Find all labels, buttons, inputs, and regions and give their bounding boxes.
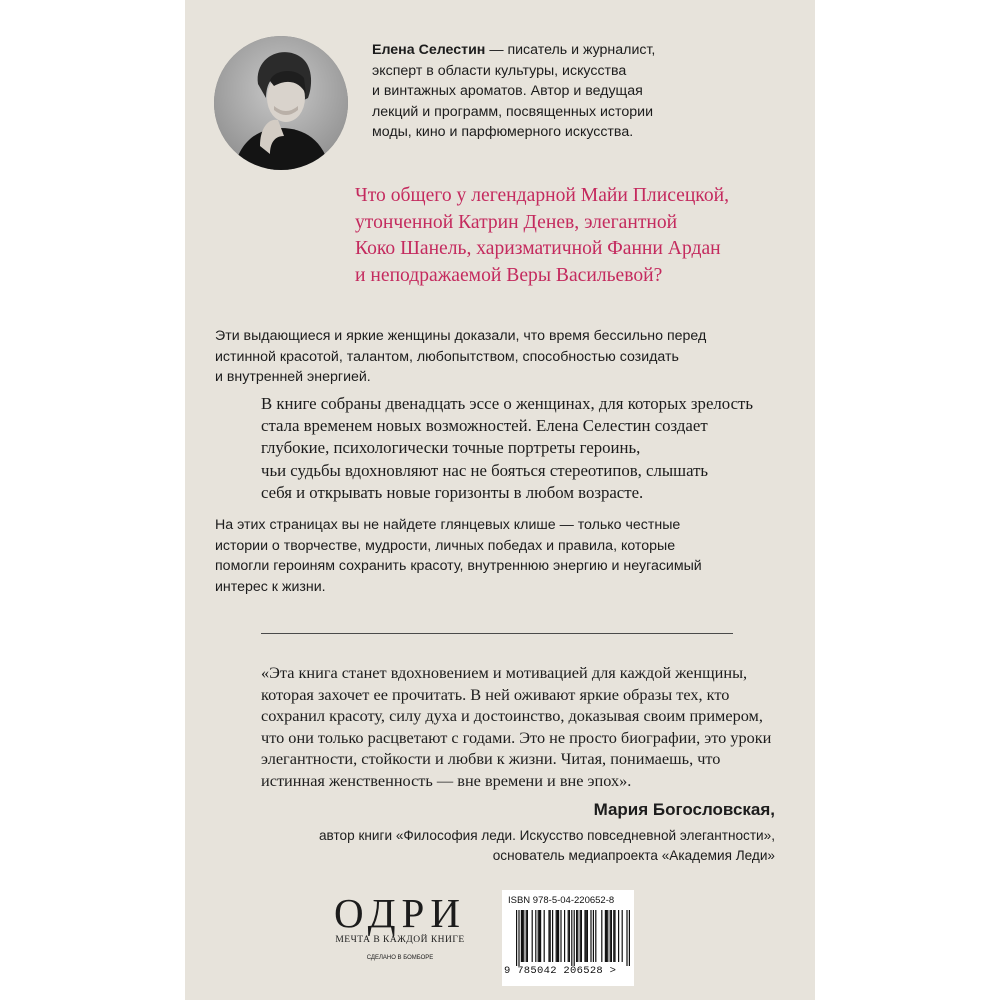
isbn-barcode-block — [502, 890, 634, 986]
question-line: Что общего у легендарной Майи Плисецкой, — [355, 185, 730, 206]
review-quote — [261, 662, 801, 792]
barcode-bar — [606, 910, 607, 962]
barcode-bar — [576, 910, 577, 962]
barcode-bar — [535, 910, 536, 962]
quote-line: сохранил красоту, силу духа и достоинство, доказывая своим примером, — [261, 706, 763, 726]
barcode-bar — [584, 910, 585, 962]
barcode-bar — [601, 910, 602, 962]
question-line: и неподражаемой Веры Васильевой? — [355, 264, 663, 286]
quote-line: элегантности, стойкости и любви к жизни. Читая, понимаешь, что — [261, 749, 721, 769]
barcode-bar — [522, 910, 523, 962]
intro-paragraph — [215, 326, 785, 388]
barcode-bar — [523, 910, 524, 962]
barcode-bar — [550, 910, 551, 962]
quote-author-credit: автор книги «Философия леди. Искусство повседневной элегантности», — [318, 828, 775, 843]
barcode-bar — [569, 910, 570, 962]
barcode-bar — [626, 910, 627, 966]
barcode-bar — [586, 910, 587, 962]
barcode-bar — [629, 910, 630, 966]
paragraph-line: истинной красотой, талантом, любопытством, способностью созидать — [215, 348, 679, 365]
barcode-bar — [614, 910, 615, 962]
barcode-bar — [587, 910, 588, 962]
barcode-bar — [544, 910, 545, 962]
paragraph-line: В книге собраны двенадцать эссе о женщинах, для которых зрелость — [261, 394, 754, 413]
barcode-bar — [526, 910, 527, 962]
author-bio-line: — писатель и журналист, — [485, 42, 656, 58]
barcode-bar — [538, 910, 539, 962]
barcode-bar — [574, 910, 575, 966]
description-paragraph — [261, 393, 801, 504]
barcode-bar — [552, 910, 553, 962]
barcode-bar — [540, 910, 541, 962]
quote-author-credit: основатель медиапроекта «Академия Леди» — [492, 848, 775, 863]
author-name: Елена Селестин — [372, 42, 486, 58]
barcode-bar — [556, 910, 557, 962]
barcode-bar — [610, 910, 611, 962]
barcode-icon — [506, 910, 630, 966]
barcode-bar — [532, 910, 533, 962]
book-back-cover — [185, 0, 815, 1000]
author-bio-line: лекций и программ, посвященных истории — [372, 103, 653, 120]
barcode-bar — [539, 910, 540, 962]
barcode-bar — [521, 910, 522, 962]
barcode-bar — [622, 910, 623, 962]
barcode-bar — [607, 910, 608, 962]
quote-line: «Эта книга станет вдохновением и мотивацией для каждой женщины, — [261, 663, 748, 682]
paragraph-line: стала временем новых возможностей. Елена Селестин создает — [261, 416, 708, 436]
paragraph-line: помогли героиням сохранить красоту, внутреннюю энергию и неугасимый — [215, 558, 702, 574]
barcode-bar — [590, 910, 591, 962]
author-bio-line: моды, кино и парфюмерного искусства. — [372, 124, 634, 140]
section-divider — [261, 633, 733, 634]
paragraph-line: чьи судьбы вдохновляют нас не бояться стереотипов, слышать — [261, 460, 709, 480]
paragraph-line: глубокие, психологически точные портреты героинь, — [261, 438, 641, 458]
barcode-bar — [568, 910, 569, 962]
paragraph-line: На этих страницах вы не найдете глянцевых клише — только честные — [215, 517, 681, 533]
barcode-digits: 9 785042 206528 > — [504, 965, 617, 977]
barcode-bar — [595, 910, 596, 962]
quote-line: что они только расцветают с годами. Это не просто биографии, это уроки — [261, 727, 772, 747]
author-photo — [214, 36, 348, 170]
question-line: Коко Шанель, харизматичной Фанни Ардан — [355, 238, 721, 259]
publisher-logo-text: ОДРИ — [334, 890, 466, 936]
barcode-bar — [611, 910, 612, 962]
barcode-bar — [557, 910, 558, 962]
paragraph-line: себя и открывать новые горизонты в любом возрасте. — [261, 482, 644, 502]
barcode-bar — [560, 910, 561, 962]
publisher-logo — [325, 890, 475, 961]
barcode-bar — [593, 910, 594, 962]
barcode-bar — [558, 910, 559, 962]
author-portrait-image — [214, 36, 348, 170]
quote-line: которая захочет ее прочитать. В ней оживают яркие образы тех, кто — [261, 684, 730, 704]
paragraph-line: интерес к жизни. — [215, 578, 326, 595]
barcode-bar — [613, 910, 614, 962]
publisher-tagline: МЕЧТА В КАЖДОЙ КНИГЕ — [335, 935, 465, 945]
barcode-bar — [580, 910, 581, 962]
barcode-bar — [518, 910, 519, 966]
isbn-label: ISBN 978-5-04-220652-8 — [508, 895, 615, 906]
barcode-bar — [618, 910, 619, 962]
barcode-bar — [581, 910, 582, 962]
author-bio-line: и винтажных ароматов. Автор и ведущая — [372, 83, 643, 99]
barcode-bar — [605, 910, 606, 962]
quote-author-name: Мария Богословская, — [593, 800, 775, 819]
quote-line: истинная женственность — вне времени и вне эпох». — [261, 770, 632, 790]
paragraph-line: истории о творчестве, мудрости, личных победах и правила, которые — [215, 537, 676, 554]
author-bio — [372, 40, 802, 143]
paragraph-line: и внутренней энергией. — [215, 369, 371, 385]
barcode-bar — [527, 910, 528, 962]
barcode-bar — [516, 910, 517, 966]
barcode-bar — [577, 910, 578, 962]
author-bio-line: эксперт в области культуры, искусства — [372, 62, 627, 79]
headline-question — [355, 183, 805, 289]
question-line: утонченной Катрин Денев, элегантной — [355, 211, 678, 233]
barcode-bar — [571, 910, 572, 966]
publisher-subline: СДЕЛАНО В БОМБОРЕ — [366, 955, 434, 961]
paragraph-line: Эти выдающиеся и яркие женщины доказали, что время бессильно перед — [215, 328, 707, 344]
barcode-bar — [564, 910, 565, 962]
barcode-bar — [548, 910, 549, 962]
closing-paragraph — [215, 515, 795, 597]
